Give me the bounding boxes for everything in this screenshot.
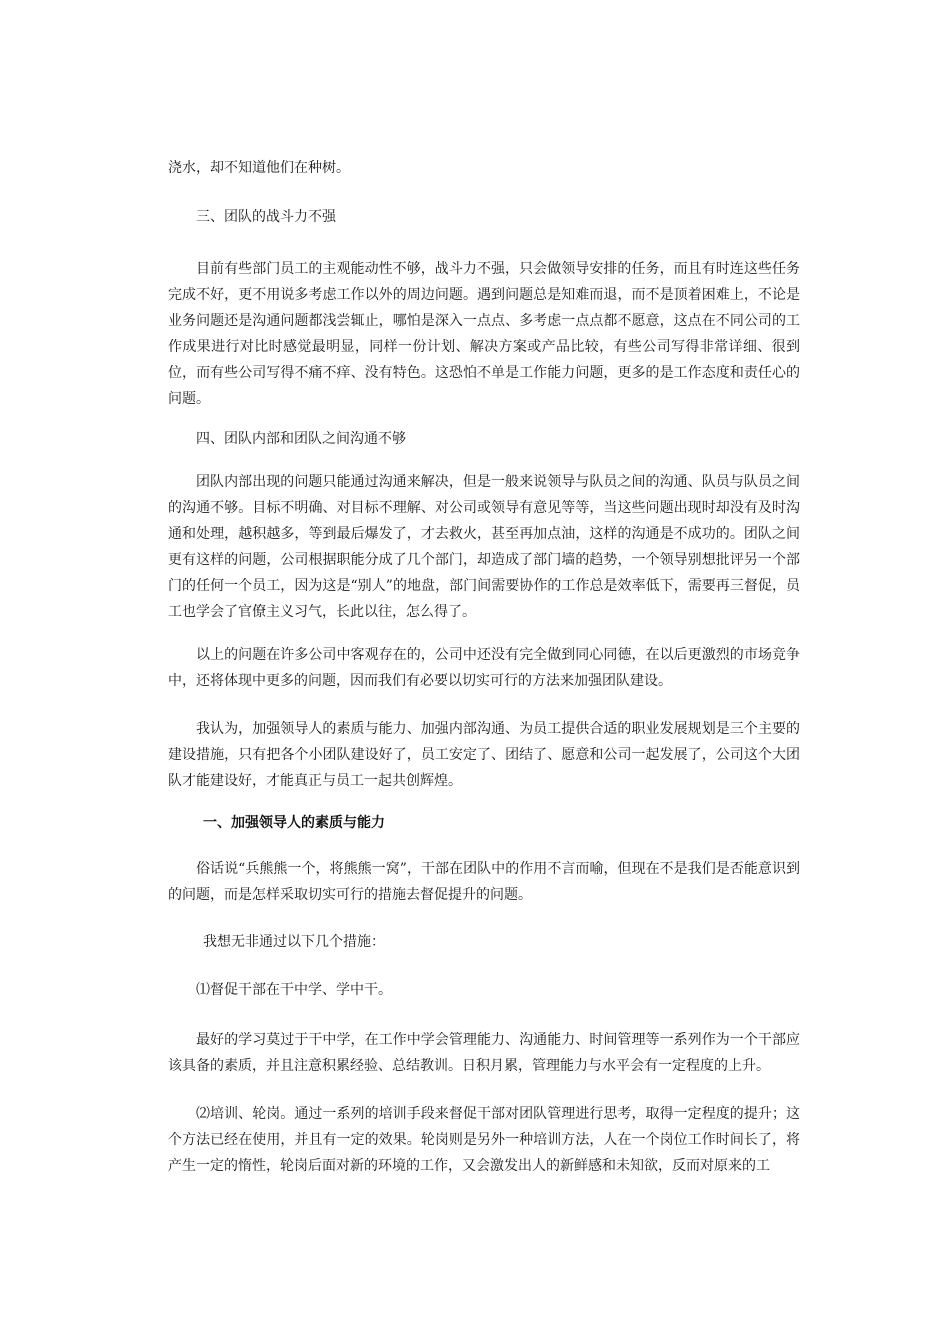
paragraph-opinion: 我认为，加强领导人的素质与能力、加强内部沟通、为员工提供合适的职业发展规划是三个主要的建设措施，只有把各个小团队建设好了，员工安定了、团结了、愿意和公司一起发展了，公司这个大团队才能建设好，才能真正与员工一起共创辉煌。 bbox=[168, 721, 800, 789]
subsection-heading-1: 一、加强领导人的素质与能力 bbox=[203, 815, 385, 831]
paragraph-summary: 以上的问题在许多公司中客观存在的，公司中还没有完全做到同心同德，在以后更激烈的市场竞争中，还将体现中更多的问题，因而我们有必要以切实可行的方法来加强团队建设。 bbox=[168, 647, 800, 689]
paragraph-item-2: ⑵培训、轮岗。通过一系列的培训手段来督促干部对团队管理进行思考，取得一定程度的提升；这个方法已经在使用，并且有一定的效果。轮岗则是另外一种培训方法，人在一个岗位工作时间长了，将产生一定的惰性，轮岗后面对新的环境的工作，又会激发出人的新鲜感和未知欲，反而对原来的工 bbox=[168, 1106, 800, 1174]
section-heading-4: 四、团队内部和团队之间沟通不够 bbox=[196, 431, 406, 447]
list-item-1-title: ⑴督促干部在干中学、学中干。 bbox=[196, 982, 392, 998]
paragraph-item-1: 最好的学习莫过于干中学，在工作中学会管理能力、沟通能力、时间管理等一系列作为一个干部应该具备的素质，并且注意积累经验、总结教训。日积月累，管理能力与水平会有一定程度的上升。 bbox=[168, 1032, 800, 1074]
paragraph-section-3: 目前有些部门员工的主观能动性不够，战斗力不强，只会做领导安排的任务，而且有时连这些任务完成不好，更不用说多考虑工作以外的周边问题。遇到问题总是知难而退，而不是顶着困难上，不论是业务问题还是沟通问题都浅尝辄止，哪怕是深入一点点、多考虑一点点都不愿意，这点在不同公司的工作成果进行对比时感觉最明显，同样一份计划、解决方案或产品比较，有些公司写得非常详细、很到位，而有些公司写得不痛不痒、没有特色。这恐怕不单是工作能力问题，更多的是工作态度和责任心的问题。 bbox=[168, 261, 800, 407]
paragraph-intro-tail: 浇水，却不知道他们在种树。 bbox=[168, 160, 350, 176]
paragraph-section-4: 团队内部出现的问题只能通过沟通来解决，但是一般来说领导与队员之间的沟通、队员与队员之间的沟通不够。目标不明确、对目标不理解、对公司或领导有意见等等，当这些问题出现时却没有及时沟通和处理，越积越多，等到最后爆发了，才去救火，甚至再加点油，这样的沟通是不成功的。团队之间更有这样的问题，公司根据职能分成了几个部门，却造成了部门墙的趋势，一个领导别想批评另一个部门的任何一个员工，因为这是“别人”的地盘，部门间需要协作的工作总是效率低下，需要再三督促，员工也学会了官僚主义习气，长此以往，怎么得了。 bbox=[168, 474, 800, 620]
section-heading-3: 三、团队的战斗力不强 bbox=[196, 209, 336, 225]
paragraph-subsection-1: 俗话说“兵熊熊一个，将熊熊一窝”，干部在团队中的作用不言而喻，但现在不是我们是否能意识到的问题，而是怎样采取切实可行的措施去督促提升的问题。 bbox=[168, 861, 800, 903]
paragraph-measures-intro: 我想无非通过以下几个措施： bbox=[203, 934, 385, 950]
